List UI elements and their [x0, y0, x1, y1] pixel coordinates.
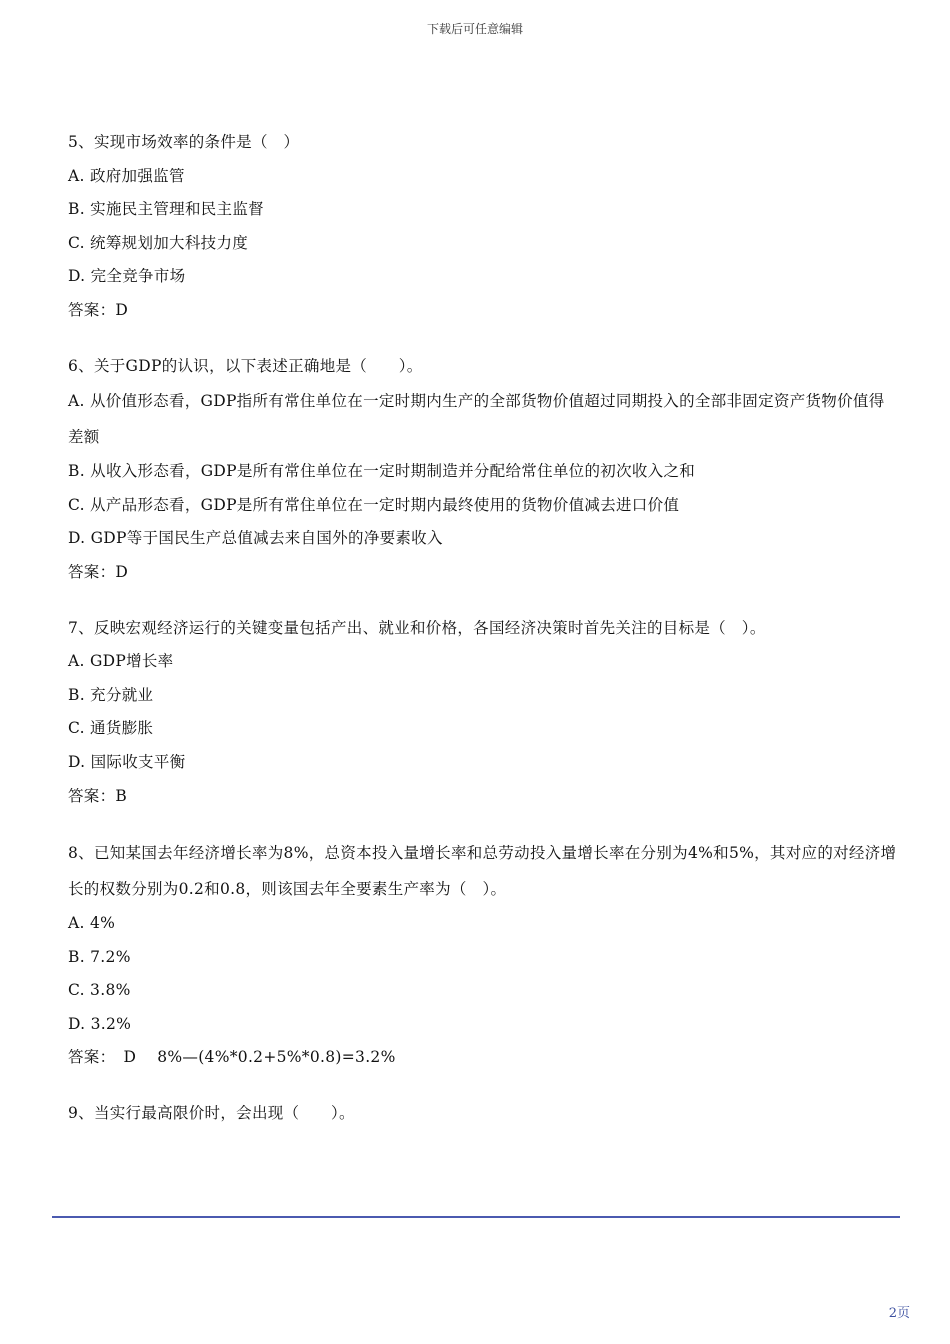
- option-c: C. 从产品形态看，GDP是所有常住单位在一定时期内最终使用的货物价值减去进口价值: [68, 495, 680, 514]
- answer: 答案：D: [68, 300, 129, 319]
- option-a: A. 从价值形态看，GDP指所有常住单位在一定时期内生产的全部货物价值超过同期投入的全部非固定资产货物价值得差额: [68, 392, 885, 447]
- option-d: D. 完全竞争市场: [68, 267, 186, 286]
- document-body: [68, 126, 898, 1153]
- option-c: C. 统筹规划加大科技力度: [68, 233, 249, 252]
- option-d: D. 3.2%: [68, 1014, 132, 1033]
- option-d: D. 国际收支平衡: [68, 752, 186, 771]
- option-b: B. 从收入形态看，GDP是所有常住单位在一定时期制造并分配给常住单位的初次收入之和: [68, 462, 696, 481]
- option-b: B. 7.2%: [68, 947, 131, 966]
- option-a: A. 政府加强监管: [68, 166, 185, 185]
- option-d: D. GDP等于国民生产总值减去来自国外的净要素收入: [68, 529, 443, 548]
- question-8: [68, 835, 898, 1075]
- question-6: [68, 350, 898, 590]
- option-a: A. 4%: [68, 914, 116, 933]
- question-stem: 8、已知某国去年经济增长率为8%，总资本投入量增长率和总劳动投入量增长率在分别为4%和5%，其对应的对经济增长的权数分别为0.2和0.8，则该国去年全要素生产率为（ ）。: [68, 844, 897, 899]
- question-stem: 9、当实行最高限价时，会出现（ ）。: [68, 1104, 355, 1123]
- option-c: C. 3.8%: [68, 981, 131, 1000]
- answer: 答案：D: [68, 562, 129, 581]
- page-number: 2页: [888, 1306, 910, 1321]
- question-stem: 5、实现市场效率的条件是（ ）: [68, 133, 300, 151]
- question-9: [68, 1097, 898, 1131]
- footer-divider: [52, 1216, 900, 1218]
- answer: 答案：B: [68, 786, 128, 805]
- option-c: C. 通货膨胀: [68, 719, 154, 738]
- answer: 答案： D 8%—(4%*0.2+5%*0.8)=3.2%: [68, 1048, 396, 1067]
- question-5: [68, 126, 898, 328]
- question-7: [68, 612, 898, 814]
- question-stem: 6、关于GDP的认识，以下表述正确地是（ ）。: [68, 356, 423, 375]
- question-stem: 7、反映宏观经济运行的关键变量包括产出、就业和价格，各国经济决策时首先关注的目标是（ ）。: [68, 618, 766, 637]
- option-a: A. GDP增长率: [68, 652, 174, 671]
- option-b: B. 实施民主管理和民主监督: [68, 200, 264, 219]
- page-header: 下载后可任意编辑: [426, 22, 523, 36]
- option-b: B. 充分就业: [68, 685, 154, 704]
